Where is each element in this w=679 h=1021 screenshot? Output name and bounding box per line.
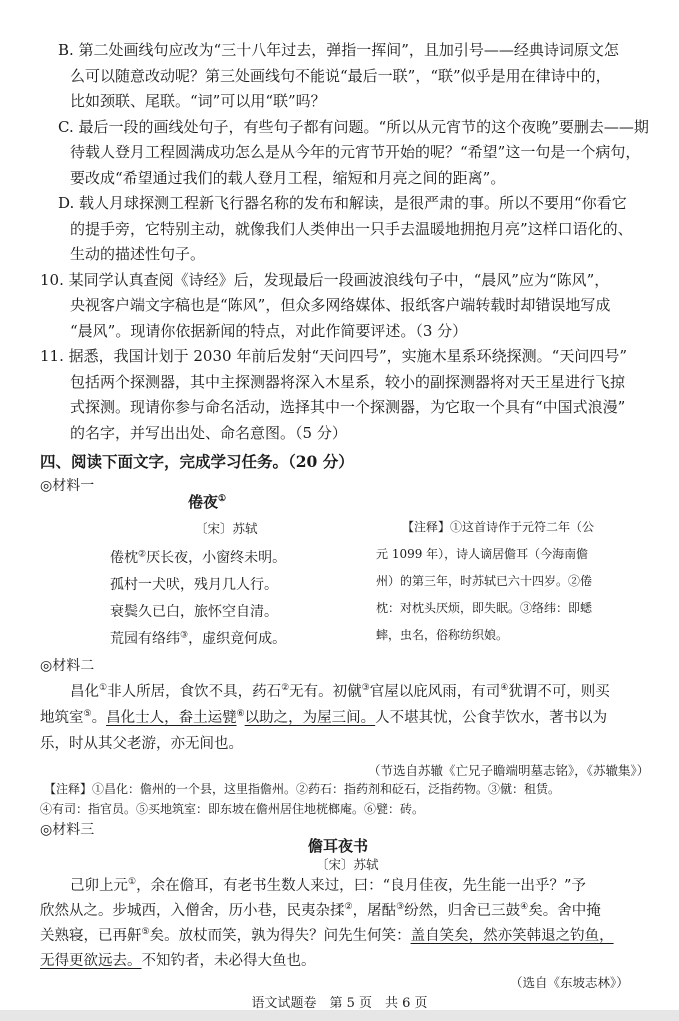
essay-author: 〔宋〕苏轼 [316,857,379,872]
page-footer: 语文试题卷 第 5 页 共 6 页 [251,996,428,1011]
q11-line: 式探测。现请你参与命名活动，选择其中一个探测器，为它取一个具有“中国式浪漫” [70,398,626,416]
material-three-line: 关熟寝，已再鼾⑤矣。放杖而笑，孰为得失？问先生何笑：盖自笑矣，然亦笑韩退之钓鱼， [40,927,614,944]
q10-line: 10. 某同学认真查阅《诗经》后，发现最后一段画波浪线句子中，“晨风”应为“陈风”， [40,271,610,289]
poem-line: 荒园有络纬③，虚织竟何成。 [110,630,287,647]
q9-option-c-line: 待载人登月工程圆满成功怎么是从今年的元宵节开始的呢？“希望”这一句是一个病句， [70,143,641,161]
material-three-line: 无得更欲远去。不知钓者，未必得大鱼也。 [40,953,316,969]
material-label: ◎材料一 [40,478,95,494]
section-heading: 四、阅读下面文字，完成学习任务。（20 分） [40,452,354,471]
source-citation: （节选自苏辙《亡兄子瞻端明墓志铭》，《苏辙集》） [368,763,650,778]
poem-line: 倦枕②厌长夜，小窗终未明。 [110,549,287,566]
material-three-line: 欣然从之。步城西，入僧舍，历小巷，民夷杂揉②，屠酤③纷然，归舍已三鼓④矣。舍中掩 [40,902,601,919]
poem-note-line: 【注释】①这首诗作于元符二年（公 [402,520,595,534]
poem-title: 倦夜① [188,493,227,511]
source-citation: （选自《东坡志林》） [510,975,629,990]
q9-option-c-line: C. 最后一段的画线处句子，有些句子都有问题。“所以从元宵节的这个夜晚”要删去——期 [58,118,649,136]
q9-option-c-line: 要改成“希望通过我们的载人登月工程，缩短和月亮之间的距离”。 [70,169,506,187]
q9-option-b-line: B. 第二处画线句应改为“三十八年过去，弹指一挥间”，且加引号——经典诗词原文怎 [58,41,619,59]
material-two-line: 乐，时从其父老游，亦无间也。 [40,736,243,752]
page-bottom-edge [0,1010,679,1021]
q11-line: 的名字，并写出出处、命名意图。（5 分） [70,424,347,442]
poem-note-line: 州）的第三年，时苏轼已六十四岁。②倦 [376,574,593,588]
poem-note-line: 枕：对枕头厌烦，即失眠。③络纬：即蟋 [376,601,593,615]
q11-line: 包括两个探测器，其中主探测器将深入木星系，较小的副探测器将对天王星进行飞掠 [70,373,626,391]
material-label: ◎材料二 [40,658,95,674]
material-two-line: 昌化①非人所居，食饮不具，药石②无有。初僦③官屋以庇风雨，有司④犹谓不可，则买 [70,683,610,700]
underlined-sentence: 无得更欲远去。 [40,953,142,969]
q9-option-b-line: 比如颈联、尾联。“词”可以用“联”吗？ [70,92,326,110]
footnote-line: ④有司：指官员。⑤买地筑室：即东坡在儋州居住地桄榔庵。⑥甓：砖。 [40,802,425,816]
footnote-line: 【注释】①昌化：儋州的一个县，这里指儋州。②药石：指药剂和砭石，泛指药物。③僦：租赁。 [44,782,561,796]
q9-option-d-line: 的提手旁，它特别主动，就像我们人类伸出一只手去温暖地拥抱月亮”这样口语化的、 [70,220,633,238]
material-two-line: 地筑室⑤。昌化士人，畚土运甓⑥以助之，为屋三间。人不堪其忧，公食芋饮水，著书以为 [40,709,608,726]
q10-line: “晨风”。现请你依据新闻的特点，对此作简要评述。（3 分） [70,322,468,340]
poem-author: 〔宋〕苏轼 [195,521,258,536]
underlined-sentence: 以助之，为屋三间。 [244,710,376,726]
poem-note-line: 蟀，虫名，俗称纺织娘。 [376,628,509,642]
essay-title: 儋耳夜书 [308,837,369,855]
underlined-sentence: 盖自笑矣，然亦笑韩退之钓鱼， [410,928,614,944]
q9-option-d-line: D. 载人月球探测工程新飞行器名称的发布和解读，是很严肃的事。所以不要用“你看它 [58,194,627,212]
q9-option-b-line: 么可以随意改动呢？第三处画线句不能说“最后一联”，“联”似乎是用在律诗中的， [70,67,611,85]
poem-note-line: 元 1099 年），诗人谪居儋耳（今海南儋 [376,547,589,561]
material-three-line: 己卯上元①，余在儋耳，有老书生数人来过，曰：“良月佳夜，先生能一出乎？”予 [70,877,586,894]
poem-line: 孤村一犬吠，残月几人行。 [110,577,278,593]
underlined-sentence: 昌化士人，畚土运甓 [106,710,237,726]
q11-line: 11. 据悉，我国计划于 2030 年前后发射“天问四号”，实施木星系环绕探测。“天问四号” [40,347,628,365]
q9-option-d-line: 生动的描述性句子。 [70,245,206,263]
material-label: ◎材料三 [40,822,95,838]
poem-line: 衰鬓久已白，旅怀空自清。 [110,604,278,620]
q10-line: 央视客户端文字稿也是“陈风”，但众多网络媒体、报纸客户端转载时却错误地写成 [70,296,611,314]
